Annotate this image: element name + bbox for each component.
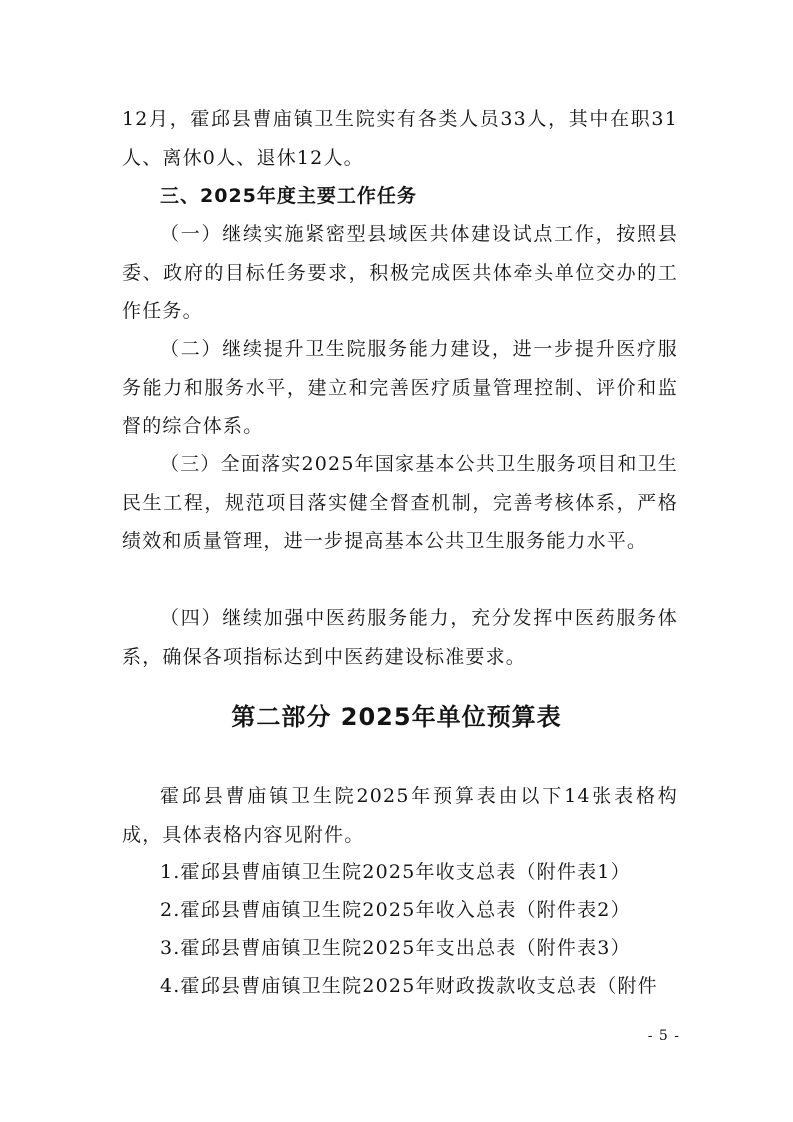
section-heading-tasks: 三、2025年度主要工作任务 — [160, 185, 417, 207]
table-list-item: 1.霍邱县曹庙镇卫生院2025年收支总表（附件表1） — [160, 861, 631, 883]
task-paragraph-3: （三）全面落实2025年国家基本公共卫生服务项目和卫生民生工程，规范项目落实健全督查机制，完善考核体系，严格绩效和质量管理，进一步提高基本公共卫生服务能力水平。 — [122, 453, 678, 552]
part-two-title: 第二部分 2025年单位预算表 — [231, 703, 562, 731]
task-paragraph-4: （四）继续加强中医药服务能力，充分发挥中医药服务体系，确保各项指标达到中医药建设标准要求。 — [122, 607, 678, 668]
table-list-item: 3.霍邱县曹庙镇卫生院2025年支出总表（附件表3） — [160, 937, 631, 959]
budget-intro-paragraph: 霍邱县曹庙镇卫生院2025年预算表由以下14张表格构成，具体表格内容见附件。 — [122, 785, 678, 846]
task-paragraph-1: （一）继续实施紧密型县域医共体建设试点工作，按照县委、政府的目标任务要求，积极完成医共体牵头单位交办的工作任务。 — [122, 223, 678, 322]
table-list-item: 4.霍邱县曹庙镇卫生院2025年财政拨款收支总表（附件 — [160, 975, 658, 997]
table-list-item: 2.霍邱县曹庙镇卫生院2025年收入总表（附件表2） — [160, 899, 631, 921]
staff-summary-paragraph: 12月，霍邱县曹庙镇卫生院实有各类人员33人，其中在职31人、离休0人、退休12人。 — [122, 108, 678, 169]
page-number: - 5 - — [647, 1028, 680, 1044]
task-paragraph-2: （二）继续提升卫生院服务能力建设，进一步提升医疗服务能力和服务水平，建立和完善医疗质量管理控制、评价和监督的综合体系。 — [122, 338, 678, 437]
